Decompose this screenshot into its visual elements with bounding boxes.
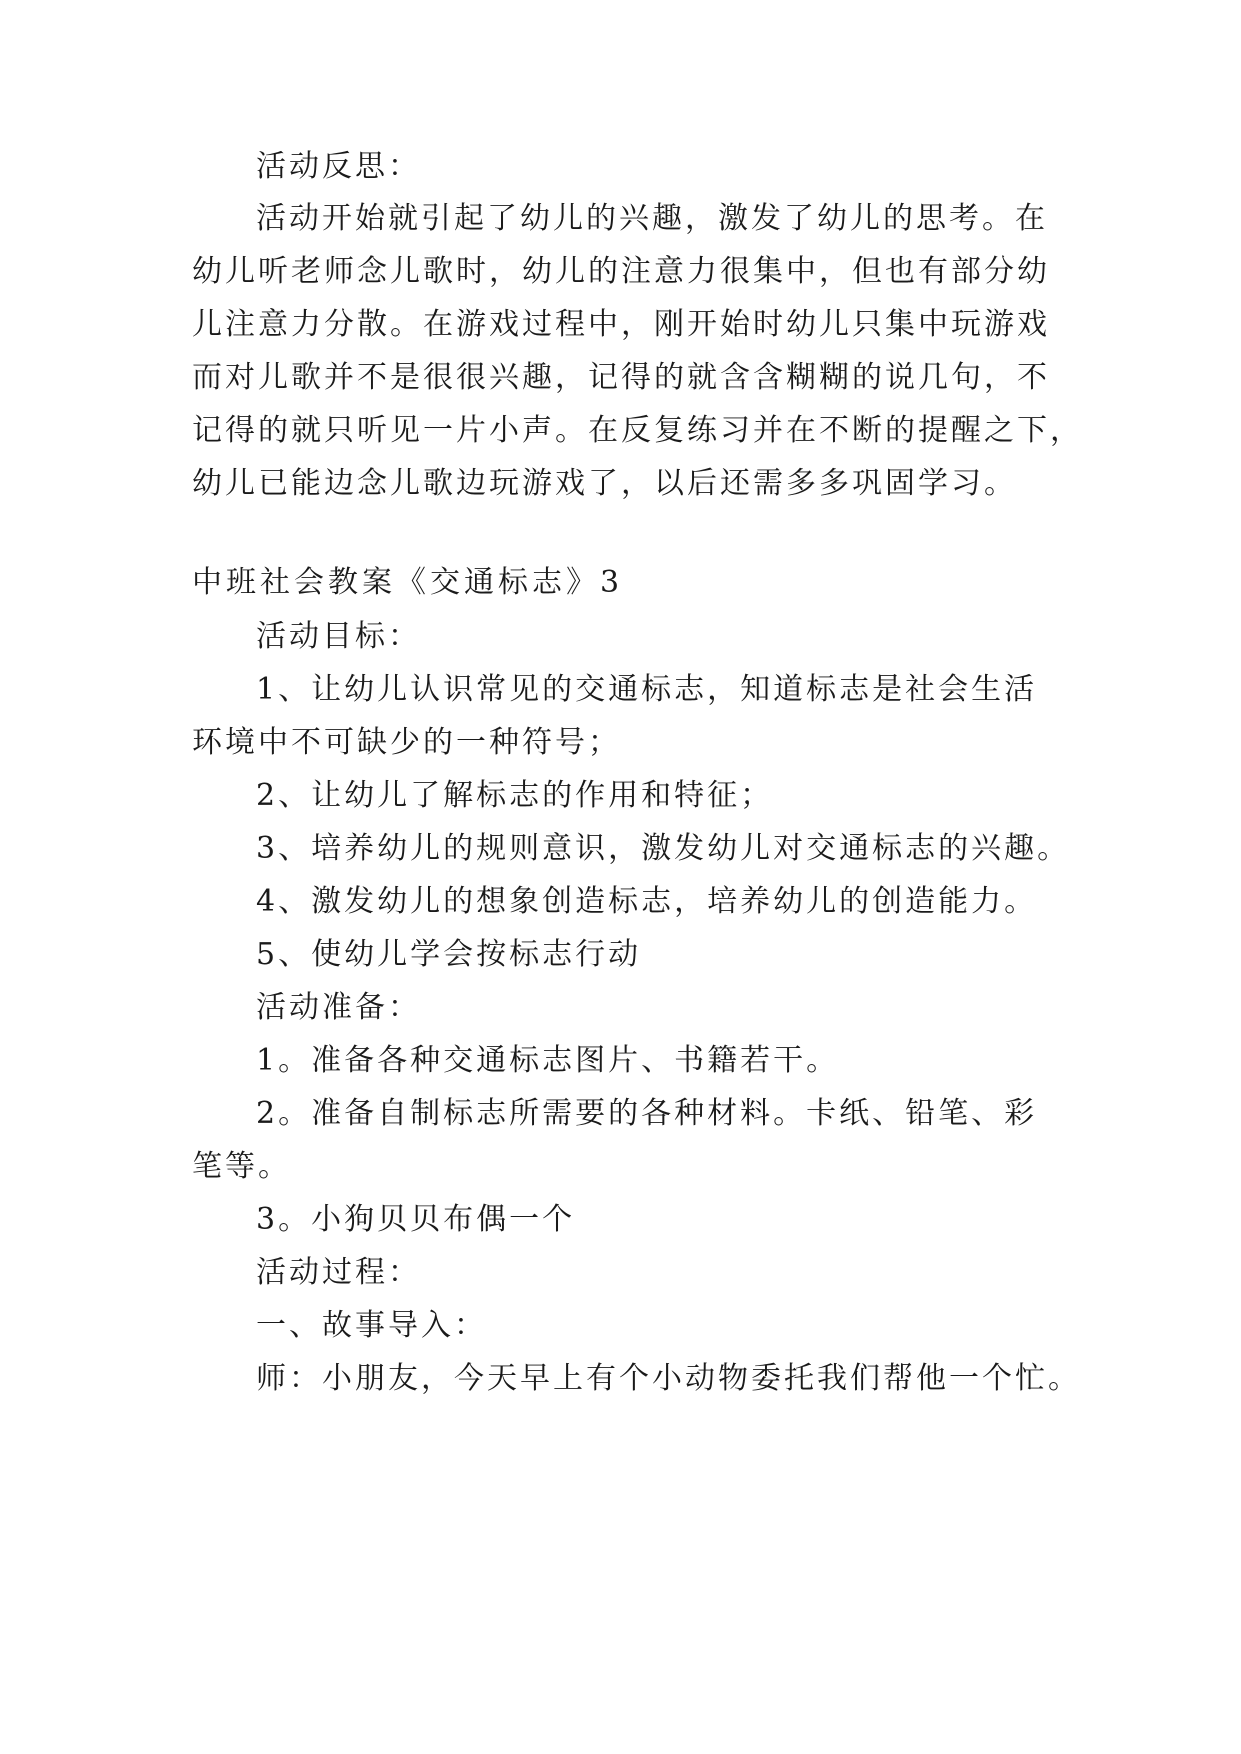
prep-item: 1。准备各种交通标志图片、书籍若干。 [256, 1043, 840, 1078]
reflection-heading: 活动反思： [256, 149, 421, 184]
reflection-line: 而对儿歌并不是很很兴趣，记得的就含含糊糊的说几句，不 [192, 360, 1050, 395]
reflection-line: 活动开始就引起了幼儿的兴趣，激发了幼儿的思考。在 [256, 201, 1048, 236]
goals-heading: 活动目标： [256, 619, 421, 654]
goal-item: 1、让幼儿认识常见的交通标志，知道标志是社会生活 [256, 672, 1038, 707]
process-item: 师：小朋友，今天早上有个小动物委托我们帮他一个忙。 [256, 1361, 1081, 1396]
prep-item-continued: 笔等。 [192, 1149, 291, 1184]
goal-item: 4、激发幼儿的想象创造标志，培养幼儿的创造能力。 [256, 884, 1038, 919]
goal-item: 5、使幼儿学会按标志行动 [256, 937, 642, 972]
goal-item: 2、让幼儿了解标志的作用和特征； [256, 778, 774, 813]
process-item: 一、故事导入： [256, 1308, 487, 1343]
process-heading: 活动过程： [256, 1255, 421, 1290]
reflection-line: 儿注意力分散。在游戏过程中，刚开始时幼儿只集中玩游戏 [192, 307, 1050, 342]
goal-item-continued: 环境中不可缺少的一种符号； [192, 725, 621, 760]
reflection-line: 幼儿已能边念儿歌边玩游戏了，以后还需多多巩固学习。 [192, 466, 1017, 501]
goal-item: 3、培养幼儿的规则意识，激发幼儿对交通标志的兴趣。 [256, 831, 1071, 866]
prep-heading: 活动准备： [256, 990, 421, 1025]
reflection-line: 幼儿听老师念儿歌时，幼儿的注意力很集中，但也有部分幼 [192, 254, 1050, 289]
lesson-title: 中班社会教案《交通标志》3 [192, 565, 624, 600]
prep-item: 3。小狗贝贝布偶一个 [256, 1202, 576, 1237]
reflection-line: 记得的就只听见一片小声。在反复练习并在不断的提醒之下， [192, 413, 1083, 448]
prep-item: 2。准备自制标志所需要的各种材料。卡纸、铅笔、彩 [256, 1096, 1038, 1131]
